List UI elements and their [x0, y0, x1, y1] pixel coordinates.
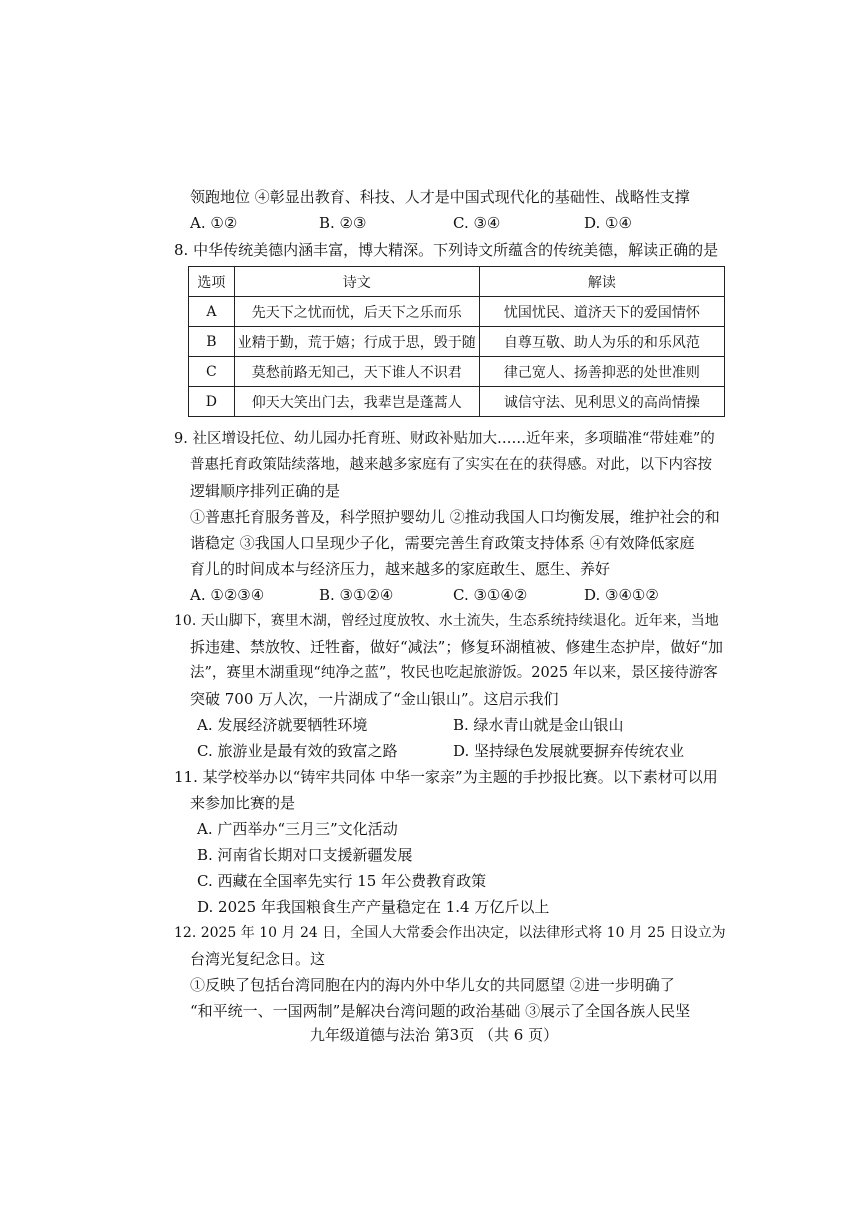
q10-line: 10. 天山脚下，赛里木湖，曾经过度放牧、水土流失，生态系统持续退化。近年来，当地: [174, 613, 719, 629]
q10-option-a: A. 发展经济就要牺牲环境: [197, 716, 368, 734]
table-cell: 忧国忧民、道济天下的爱国情怀: [479, 297, 724, 327]
q12-line: ①反映了包括台湾同胞在内的海内外中华儿女的共同愿望 ②进一步明确了: [190, 976, 675, 994]
table-row: [189, 327, 725, 357]
q12-line: “和平统一、一国两制”是解决台湾问题的政治基础 ③展示了全国各族人民坚: [190, 1002, 691, 1020]
q10-option-b: B. 绿水青山就是金山银山: [453, 716, 624, 734]
q12-line: 12. 2025 年 10 月 24 日，全国人大常委会作出决定，以法律形式将 10 月 25 日设立为: [174, 925, 726, 941]
table-cell: A: [189, 297, 235, 327]
table-cell: 律己宽人、扬善抑恶的处世准则: [479, 357, 724, 387]
q11-option-c: C. 西藏在全国率先实行 15 年公费教育政策: [197, 872, 487, 890]
table-cell: D: [189, 387, 235, 417]
table-cell: C: [189, 357, 235, 387]
q12-line: 台湾光复纪念日。这: [190, 950, 326, 968]
q11-line: 11. 某学校举办以“铸牢共同体 中华一家亲”为主题的手抄报比赛。以下素材可以用: [174, 768, 718, 786]
q10-option-d: D. 坚持绿色发展就要摒弃传统农业: [453, 742, 685, 760]
page-footer: 九年级道德与法治 第3页 （共 6 页）: [309, 1026, 559, 1044]
q9-line: 普惠托育政策陆续落地，越来越多家庭有了实实在在的获得感。对此，以下内容按: [190, 457, 712, 473]
q9-option-d: D. ③④①②: [584, 586, 659, 604]
q9-option-b: B. ③①②④: [319, 586, 394, 604]
table-cell: B: [189, 327, 235, 357]
table-row: [189, 297, 725, 327]
q9-option-c: C. ③①④②: [453, 586, 528, 604]
q9-line: 谐稳定 ③我国人口呈现少子化，需要完善生育政策支持体系 ④有效降低家庭: [190, 534, 695, 552]
q9-line: 育儿的时间成本与经济压力，越来越多的家庭敢生、愿生、养好: [190, 560, 611, 578]
table-cell: 自尊互敬、助人为乐的和乐风范: [479, 327, 724, 357]
q8-stem: 8. 中华传统美德内涵丰富，博大精深。下列诗文所蕴含的传统美德，解读正确的是: [174, 241, 719, 259]
q8-table: [188, 266, 725, 417]
table-header-cell: 诗文: [234, 267, 479, 297]
q9-line: 逻辑顺序排列正确的是: [190, 482, 341, 500]
table-header-cell: 解读: [479, 267, 724, 297]
q9-line: 9. 社区增设托位、幼儿园办托育班、财政补贴加大……近年来，多项瞄准“带娃难”的: [174, 431, 715, 447]
table-row: [189, 357, 725, 387]
q10-line: 拆违建、禁放牧、迁牲畜，做好“减法”；修复环湖植被、修建生态护岸，做好“加: [190, 638, 724, 656]
q11-option-b: B. 河南省长期对口支援新疆发展: [197, 846, 413, 864]
table-row: [189, 387, 725, 417]
table-cell: 莫愁前路无知己，天下谁人不识君: [234, 357, 479, 387]
q10-line: 突破 700 万人次，一片湖成了“金山银山”。这启示我们: [190, 690, 559, 708]
q7-option-a: A. ①②: [190, 214, 238, 232]
q9-option-a: A. ①②③④: [190, 586, 265, 604]
q10-option-c: C. 旅游业是最有效的致富之路: [197, 742, 398, 760]
q7-option-b: B. ②③: [319, 214, 367, 232]
q7-option-d: D. ①④: [584, 214, 632, 232]
q7-continuation-line: 领跑地位 ④彰显出教育、科技、人才是中国式现代化的基础性、战略性支撑: [190, 188, 690, 206]
table-cell: 诚信守法、见利思义的高尚情操: [479, 387, 724, 417]
table-cell: 仰天大笑出门去，我辈岂是蓬蒿人: [234, 387, 479, 417]
table-header-row: [189, 267, 725, 297]
q11-option-a: A. 广西举办“三月三”文化活动: [197, 820, 398, 838]
q11-option-d: D. 2025 年我国粮食生产产量稳定在 1.4 万亿斤以上: [197, 898, 550, 916]
q9-line: ①普惠托育服务普及，科学照护婴幼儿 ②推动我国人口均衡发展，维护社会的和: [190, 508, 720, 526]
table-cell: 先天下之忧而忧，后天下之乐而乐: [234, 297, 479, 327]
q10-line: 法”，赛里木湖重现“纯净之蓝”，牧民也吃起旅游饭。2025 年以来，景区接待游客: [190, 665, 718, 681]
q11-line: 来参加比赛的是: [190, 794, 296, 812]
table-header-cell: 选项: [189, 267, 235, 297]
table-cell: 业精于勤，荒于嬉；行成于思，毁于随: [234, 327, 479, 357]
q7-option-c: C. ③④: [453, 214, 501, 232]
